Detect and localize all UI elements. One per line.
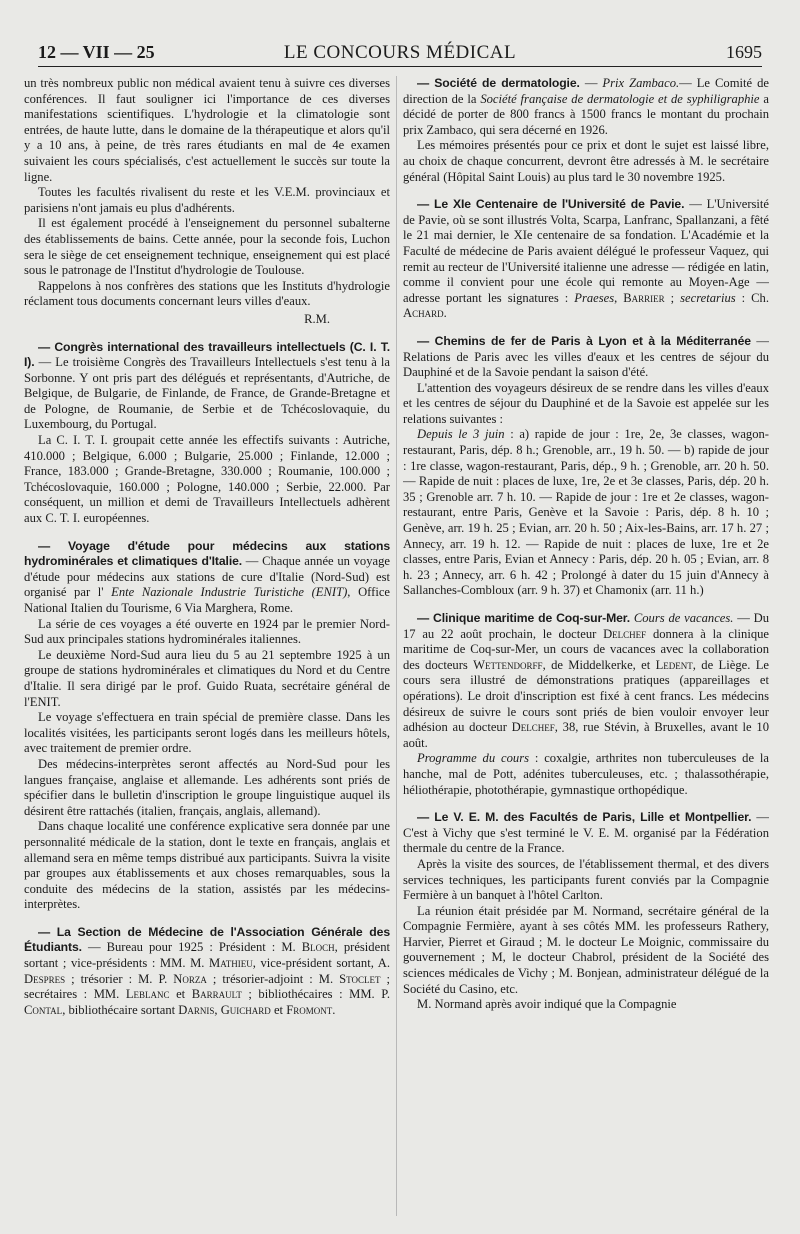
- issue-number: 12 — VII — 25: [38, 42, 155, 62]
- article-hydrologie: [24, 76, 390, 328]
- paragraph-text: , vice-président sortant, A.: [252, 956, 390, 971]
- paragraph-text: et: [270, 1002, 287, 1017]
- paragraph: [403, 810, 769, 857]
- article-chemins-de-fer: [403, 334, 769, 599]
- paragraph-text: , Office National Italien du Tourisme, 6 Via Marghera, Rome.: [24, 585, 390, 615]
- person-name: Delchef: [511, 720, 555, 735]
- person-name: Achard: [403, 306, 444, 321]
- person-name: Stoclet: [339, 971, 381, 986]
- person-name: Despres: [24, 971, 66, 986]
- paragraph: un très nombreux public non médical avaient tenu à suivre ces diverses conférences. Il faut souligner ici l'importance de ces diverses manifestations scientifiques. L'hydrologie et la climatologie sont entrées, de haute lutte, dans le domaine de la thérapeutique et alors qu'il y a 10 ans, à peine, de très rares étudiants en mal de 4e examen suivaient les cours spécialisés, c'est actuellement le succès sur toute la ligne.: [24, 76, 390, 184]
- paragraph: Dans chaque localité une conférence explicative sera donnée par une personnalité médicale de la station, dont le texte en français, anglais et allemand sera en même temps distribué aux participants. Suivra la visite par groupes aux établissements et aux choses remarquables, sous la conduite des médecins de la station, assistés par les médecins-interprètes.: [24, 819, 390, 912]
- paragraph-text: ; trésorier : M. P.: [65, 971, 174, 986]
- person-name: Norza: [173, 971, 207, 986]
- italic-text: Société française de dermatologie et de syphiligraphie: [480, 91, 760, 106]
- person-name: Darnis: [178, 1002, 215, 1017]
- section-heading: — Chemins de fer de Paris à Lyon et à la Méditerranée: [417, 333, 751, 348]
- paragraph-text: .: [443, 306, 447, 321]
- paragraph-text: : Ch.: [735, 290, 769, 305]
- paragraph: La C. I. T. I. groupait cette année les effectifs suivants : Autriche, 410.000 ; Belgique, 6.000 ; Bulgarie, 25.000 ; Finlande, 12.000 ; France, 183.000 ; Grande-Bretagne, 330.000 ; Roumanie, 100.000 ; Tchécoslovaquie, 160.000 ; Pologne, 140.000 ; Serbie, 22.000. Par conséquent, un million et demi de Travailleurs Intellectuels adhèrent aux C. T. I. européennes.: [24, 433, 390, 526]
- article-section-medecine: [24, 925, 390, 1019]
- article-voyage-italie: [24, 539, 390, 913]
- paragraph-text: et: [169, 987, 192, 1002]
- paragraph-text: — Le troisième Congrès des Travailleurs Intellectuels s'est tenu à la Sorbonne. Y ont pris part des délégués et représentants, d'Autriche, de Belgique, de Bulgarie, de Finlande, de France, de Grande-Bretagne et de Pologne, de Roumanie, de Serbie et de Tchécoslovaquie, du Luxembourg, du Portugal.: [24, 355, 390, 432]
- section-heading: — Congrès international des travailleurs intellectuels (C. I. T. I).: [24, 339, 390, 370]
- paragraph: L'attention des voyageurs désireux de se rendre dans les villes d'eaux et les centres de séjour du Dauphiné et de la Savoie est appelée sur les relations suivantes :: [403, 380, 769, 426]
- paragraph-text: — Bureau pour 1925 : Président : M.: [81, 940, 302, 955]
- paragraph: Après la visite des sources, de l'établissement thermal, et des divers services techniques, les participants furent conviés par la Compagnie Fermière à un banquet à l'hôtel Carlton.: [403, 856, 769, 903]
- paragraph-text: — Du 17 au 22 août prochain, le docteur: [403, 611, 769, 641]
- paragraph-text: , président sortant ; vice-présidents : MM. M.: [24, 940, 390, 971]
- section-heading: — Société de dermatologie.: [417, 76, 580, 90]
- person-name: Wettendorff: [473, 657, 543, 672]
- paragraph-text: ,: [214, 1002, 221, 1017]
- paragraph: Il est également procédé à l'enseignement du personnel subalterne des établissements de bains. Cette année, pour la seconde fois, Luchon sera le siège de cet enseignement technique, enseignement qui est placé sous le patronage de l'Institut d'hydrologie de Toulouse.: [24, 216, 390, 278]
- page-header: [38, 40, 762, 67]
- paragraph-text: ;: [664, 290, 681, 305]
- italic-text: Cours de vacances.: [633, 611, 734, 625]
- paragraph-text: ,: [614, 290, 624, 305]
- paragraph-text: : coxalgie, arthrites non tuberculeuses de la hanche, mal de Pott, adénites tuberculeuses, etc. ; thalassothérapie, héliothérapie, photothérapie, gymnastique orthopédique.: [403, 751, 769, 797]
- paragraph: Le deuxième Nord-Sud aura lieu du 5 au 21 septembre 1925 à un groupe de stations hydrominérales et climatiques du Nord et du Centre d'Italie. Il sera dirigé par le prof. Guido Ruata, secrétaire général de l'ENIT.: [24, 647, 390, 709]
- paragraph-text: —: [579, 76, 603, 90]
- paragraph: Des médecins-interprètes seront affectés au Nord-Sud pour les langues française, anglaise et allemande. Les adhérents sont priés de spécifier dans le bulletin d'inscription le groupe linguistique auquel ils désirent être rattachés (italien, français, anglais, allemand).: [24, 756, 390, 818]
- paragraph-text: ; bibliothécaires : MM. P.: [241, 987, 390, 1002]
- paragraph-text: — L'Université de Pavie, où se sont illustrés Volta, Scarpa, Lanfranc, Spallanzani, a fêté le 21 mai dernier, le XIe centenaire de sa fondation. L'Académie et la Faculté de médecine de Paris avaient délégué le professeur Vaquez, qui remit au recteur de l'Université italienne une adresse — rédigée en latin, comme il convient pour une école qui remonte au Moyen-Age — adresse portant les signatures :: [403, 197, 769, 305]
- person-name: Leblanc: [125, 987, 170, 1002]
- article-pavie: [403, 197, 769, 322]
- italic-text: Praeses: [574, 290, 615, 305]
- paragraph-text: : a) rapide de jour : 1re, 2e, 3e classes, wagon-restaurant, Paris, dép. 8 h.; Grenoble, arr., 19 h. 50. — b) rapide de jour : 1re classe, wagon-restaurant, Paris, dép., 9 h. ; Grenoble, arr. 20 h. 50. — Rapide de nuit : places de luxe, 1re, 2e et 3e classes, Paris, dép. 20 h. 35 ; Grenoble arr. 7 h. 10. — Rapide de jour : 1re et 2e classes, wagon-restaurant, entre Paris, Genève et la Savoie : Paris, dép. 8 h. 10 ; Genève, arr. 19 h. 25 ; Evian, arr. 20 h. 50 ; Aix-les-Bains, arr. 17 h. 27 ; Annecy, arr. 19 h. 12. — Rapide de nuit : places de luxe, 1re et 2e classes, entre Paris, Evian et Annecy : Paris, dép. 20 h. 05 ; Evian, arr. 8 h. 23 ; Annecy, arr. 6 h. 42 ; Prolongé à dater du 15 juin d'Annecy à Sallanches-Combloux (arr. 9 h. 37) et Chamonix (arr. 11 h.): [403, 427, 769, 598]
- paragraph-text: — Relations de Paris avec les villes d'eaux et les centres de séjour du Dauphiné et de la Savoie pendant la saison d'été.: [403, 333, 769, 380]
- person-name: Contal: [24, 1002, 63, 1017]
- person-name: Barrault: [191, 987, 242, 1002]
- section-heading: — Le V. E. M. des Facultés de Paris, Lille et Montpellier.: [417, 810, 752, 825]
- paragraph: [24, 925, 390, 1019]
- paragraph-text: , de Middelkerke, et: [542, 657, 656, 672]
- paragraph-text: — C'est à Vichy que s'est terminé le V. E. M. organisé par la Fédération thermale du centre de la France.: [403, 810, 769, 856]
- article-dermatologie: [403, 76, 769, 185]
- paragraph: Rappelons à nos confrères des stations que les Instituts d'hydrologie réclament tous documents concernant leurs villes d'eaux.: [24, 278, 390, 309]
- italic-text: Ente Nazionale Industrie Turistiche (ENIT): [111, 585, 348, 600]
- section-heading: — La Section de Médecine de l'Association Générale des Étudiants.: [24, 924, 390, 955]
- person-name: Fromont: [286, 1002, 333, 1017]
- paragraph-text: ; trésorier-adjoint : M.: [206, 971, 340, 986]
- paragraph-text: .: [332, 1002, 336, 1017]
- paragraph: [403, 76, 769, 138]
- person-name: Ledent: [655, 657, 693, 672]
- paragraph: [403, 611, 769, 751]
- paragraph: [24, 539, 390, 617]
- person-name: Delchef: [603, 626, 647, 641]
- signature: R.M.: [304, 311, 330, 326]
- paragraph-text: a décidé de porter de 800 francs à 1500 francs le montant du prochain prix Zambaco, qui sera décerné en 1926.: [403, 91, 769, 137]
- article-citi: [24, 340, 390, 527]
- page-number: 1695: [726, 42, 762, 62]
- paragraph-text: , bibliothécaire sortant: [62, 1002, 179, 1017]
- paragraph-text: donnera à la clinique maritime de Coq-sur-Mer, un cours de vacances avec la collaboration des docteurs: [403, 626, 769, 672]
- paragraph: Les mémoires présentés pour ce prix et dont le sujet est laissé libre, au choix de chaque concurrent, devront être adressés à M. le secrétaire général (Hôpital Saint Louis) au plus tard le 30 novembre 1925.: [403, 138, 769, 184]
- journal-title: LE CONCOURS MÉDICAL: [283, 42, 517, 63]
- paragraph-text: — Le Comité de direction de la: [403, 76, 769, 106]
- paragraph: [403, 427, 769, 599]
- right-column: [403, 76, 769, 1226]
- person-name: Guichard: [220, 1002, 271, 1017]
- paragraph: La série de ces voyages a été ouverte en 1924 par le premier Nord-Sud aux principales stations hydrominérales italiennes.: [24, 616, 390, 647]
- paragraph-text: ; secrétaires : MM.: [24, 971, 390, 1002]
- section-heading: — Voyage d'étude pour médecins aux stations hydrominérales et climatiques d'Italie.: [24, 538, 390, 569]
- section-heading: — Clinique maritime de Coq-sur-Mer.: [417, 611, 631, 625]
- paragraph: Le voyage s'effectuera en train spécial de première classe. Dans les localités visitées, les participants seront logés dans les meilleurs hôtels, avec traitement de premier ordre.: [24, 710, 390, 756]
- paragraph: [403, 197, 769, 322]
- paragraph: [403, 751, 769, 798]
- paragraph-text: — Chaque année un voyage d'étude pour médecins aux stations de cure d'Italie (Nord-Sud) est organisé par l': [24, 554, 390, 600]
- section-heading: — Le XIe Centenaire de l'Université de Pavie.: [417, 197, 685, 212]
- column-divider: [396, 76, 397, 1216]
- paragraph: La réunion était présidée par M. Normand, secrétaire général de la Compagnie Fermière, ayant à ses côtés MM. les professeurs Rathery, Harvier, Pierret et Giraud ; M. le docteur Le Moignic, commissaire du gouvernement ; M, le docteur Chabrol, président de la Société des sciences médicales de Vichy ; M. Bonjean, administrateur délégué de la Société du Casino, etc.: [403, 903, 769, 996]
- article-vem: [403, 810, 769, 1013]
- italic-text: Depuis le 3 juin: [417, 427, 505, 442]
- italic-text: Prix Zambaco.: [602, 76, 680, 90]
- article-coq-sur-mer: [403, 611, 769, 798]
- italic-text: secretarius: [680, 290, 736, 305]
- paragraph: M. Normand après avoir indiqué que la Compagnie: [417, 997, 677, 1012]
- italic-text: Programme du cours: [417, 751, 529, 766]
- paragraph: Toutes les facultés rivalisent du reste et les V.E.M. provinciaux et parisiens n'ont jamais eu plus d'adhérents.: [24, 185, 390, 215]
- paragraph: [24, 340, 390, 434]
- left-column: [24, 76, 390, 1226]
- paragraph-text: , de Liège. Le cours sera illustré de démonstrations pratiques (appareillages et opérations). Le droit d'inscription est fixé à cent francs. Les médecins désireux de suivre le cours sont priés de bien vouloir envoyer leur adhésion au docteur: [403, 657, 769, 735]
- paragraph-text: , 38, rue Stévin, à Bruxelles, avant le 10 août.: [403, 720, 769, 750]
- person-name: Mathieu: [209, 956, 253, 971]
- person-name: Barrier: [623, 290, 665, 305]
- paragraph: [403, 334, 769, 381]
- person-name: Bloch: [301, 940, 335, 955]
